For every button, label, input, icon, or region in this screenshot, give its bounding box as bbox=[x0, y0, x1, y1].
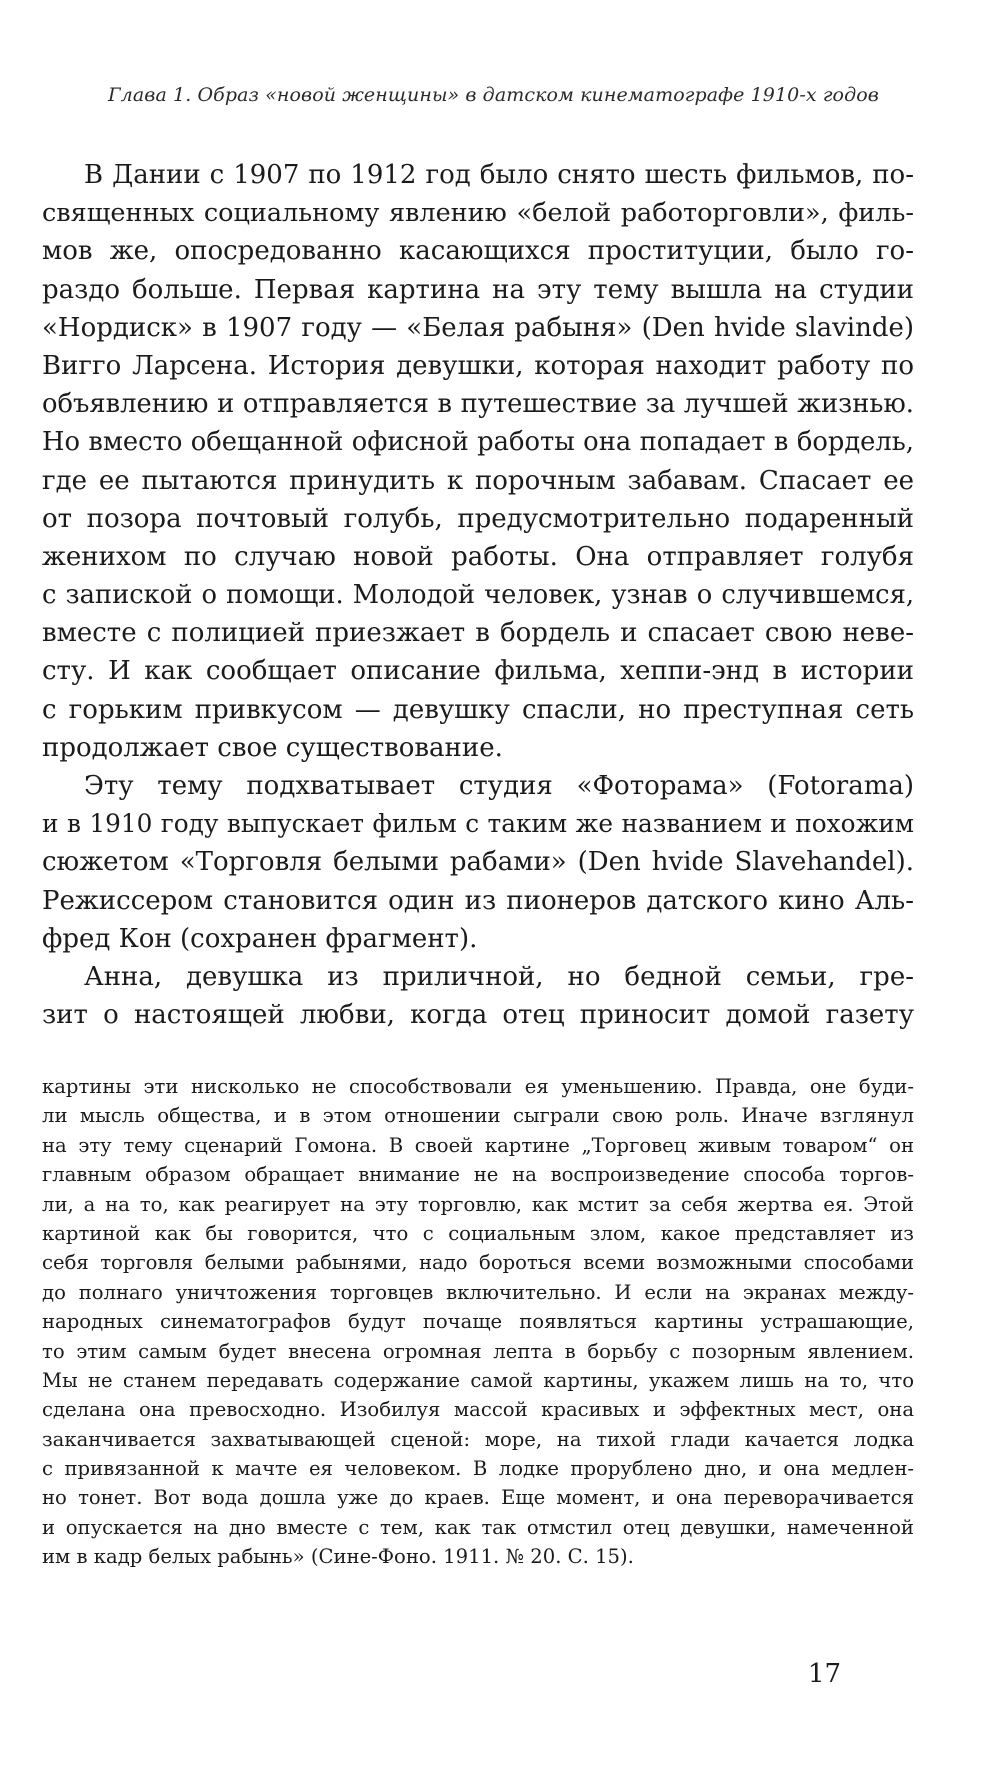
footnote-line: им в кадр белых рабынь» (Сине-Фоно. 1911. № 20. С. 15). bbox=[42, 1545, 634, 1569]
footnote-line: то этим самым будет внесена огромная лепта в борьбу с позорным явлением. bbox=[42, 1339, 914, 1363]
main-text-line: священных социальному явлению «белой работорговли», филь- bbox=[42, 198, 914, 229]
main-text-line: от позора почтовый голубь, предусмотрительно подаренный bbox=[42, 503, 914, 534]
footnote-line: ли мысль общества, и в этом отношении сыграли свою роль. Иначе взглянул bbox=[42, 1104, 914, 1128]
main-text-line: продолжает свое существование. bbox=[42, 732, 503, 763]
footnote-line: сделана она превосходно. Изобилуя массой красивых и эффектных мест, она bbox=[42, 1398, 914, 1422]
main-text-line: где ее пытаются принудить к порочным забавам. Спасает ее bbox=[42, 465, 914, 496]
main-text-line: «Нордиск» в 1907 году — «Белая рабыня» (Den hvide slavinde) bbox=[42, 312, 914, 343]
main-text-line: В Дании с 1907 по 1912 год было снято шесть фильмов, по- bbox=[84, 160, 914, 190]
running-header: Глава 1. Образ «новой женщины» в датском кинематографе 1910-х годов bbox=[108, 84, 879, 106]
main-text-line: и в 1910 году выпускает фильм с таким же названием и похожим bbox=[42, 809, 914, 839]
main-text-line: Вигго Ларсена. История девушки, которая находит работу по bbox=[42, 350, 914, 381]
main-text-line: Режиссером становится один из пионеров датского кино Аль- bbox=[42, 885, 914, 916]
main-text-line: вместе с полицией приезжает в бордель и спасает свою неве- bbox=[42, 618, 914, 649]
main-text-line: Анна, девушка из приличной, но бедной семьи, гре- bbox=[84, 961, 914, 992]
page-number: 17 bbox=[808, 1659, 842, 1689]
footnote-line: с привязанной к мачте ея человеком. В лодке прорублено дно, и она медлен- bbox=[42, 1457, 914, 1481]
main-text-line: с запиской о помощи. Молодой человек, узнав о случившемся, bbox=[42, 580, 914, 611]
main-text-line: фред Кон (сохранен фрагмент). bbox=[42, 923, 478, 954]
main-text-line: сту. И как сообщает описание фильма, хеппи-энд в истории bbox=[42, 656, 914, 687]
main-text-line: объявлению и отправляется в путешествие за лучшей жизнью. bbox=[42, 389, 914, 420]
main-text-line: зит о настоящей любви, когда отец приносит домой газету bbox=[42, 1000, 914, 1031]
main-text-line: Эту тему подхватывает студия «Фоторама» (Fotorama) bbox=[84, 771, 914, 801]
footnote-line: до полнаго уничтожения торговцев включительно. И если на экранах между- bbox=[42, 1280, 914, 1304]
footnote-line: ли, а на то, как реагирует на эту торговлю, как мстит за себя жертва ея. Этой bbox=[42, 1192, 914, 1216]
main-text-line: Но вместо обещанной офисной работы она попадает в бордель, bbox=[42, 427, 914, 458]
main-text-line: с горьким привкусом — девушку спасли, но преступная сеть bbox=[42, 694, 914, 725]
footnote-line: Мы не станем передавать содержание самой картины, укажем лишь на то, что bbox=[42, 1368, 914, 1392]
footnote-line: картины эти нисколько не способствовали ея уменьшению. Правда, оне буди- bbox=[42, 1075, 914, 1098]
main-text-line: женихом по случаю новой работы. Она отправляет голубя bbox=[42, 541, 914, 572]
footnote-line: но тонет. Вот вода дошла уже до краев. Еще момент, и она переворачивается bbox=[42, 1486, 914, 1510]
main-text-line: сюжетом «Торговля белыми рабами» (Den hvide Slavehandel). bbox=[42, 847, 914, 878]
footnote-block bbox=[42, 1072, 914, 1572]
footnote-line: заканчивается захватывающей сценой: море, на тихой глади качается лодка bbox=[42, 1427, 914, 1451]
footnote-line: себя торговля белыми рабынями, надо бороться всеми возможными способами bbox=[42, 1251, 914, 1275]
main-text-block bbox=[42, 156, 914, 1034]
footnote-line: и опускается на дно вместе с тем, как так отмстил отец девушки, намеченной bbox=[42, 1515, 914, 1539]
main-text-line: мов же, опосредованно касающихся проституции, было го- bbox=[42, 236, 914, 267]
footnote-line: картиной как бы говорится, что с социальным злом, какое представляет из bbox=[42, 1221, 914, 1245]
footnote-line: народных синематографов будут почаще появляться картины устрашающие, bbox=[42, 1310, 914, 1334]
main-text-line: раздо больше. Первая картина на эту тему вышла на студии bbox=[42, 274, 914, 305]
footnote-line: главным образом обращает внимание не на воспроизведение способа торгов- bbox=[42, 1163, 914, 1187]
footnote-line: на эту тему сценарий Гомона. В своей картине „Торговец живым товаром“ он bbox=[42, 1133, 914, 1157]
